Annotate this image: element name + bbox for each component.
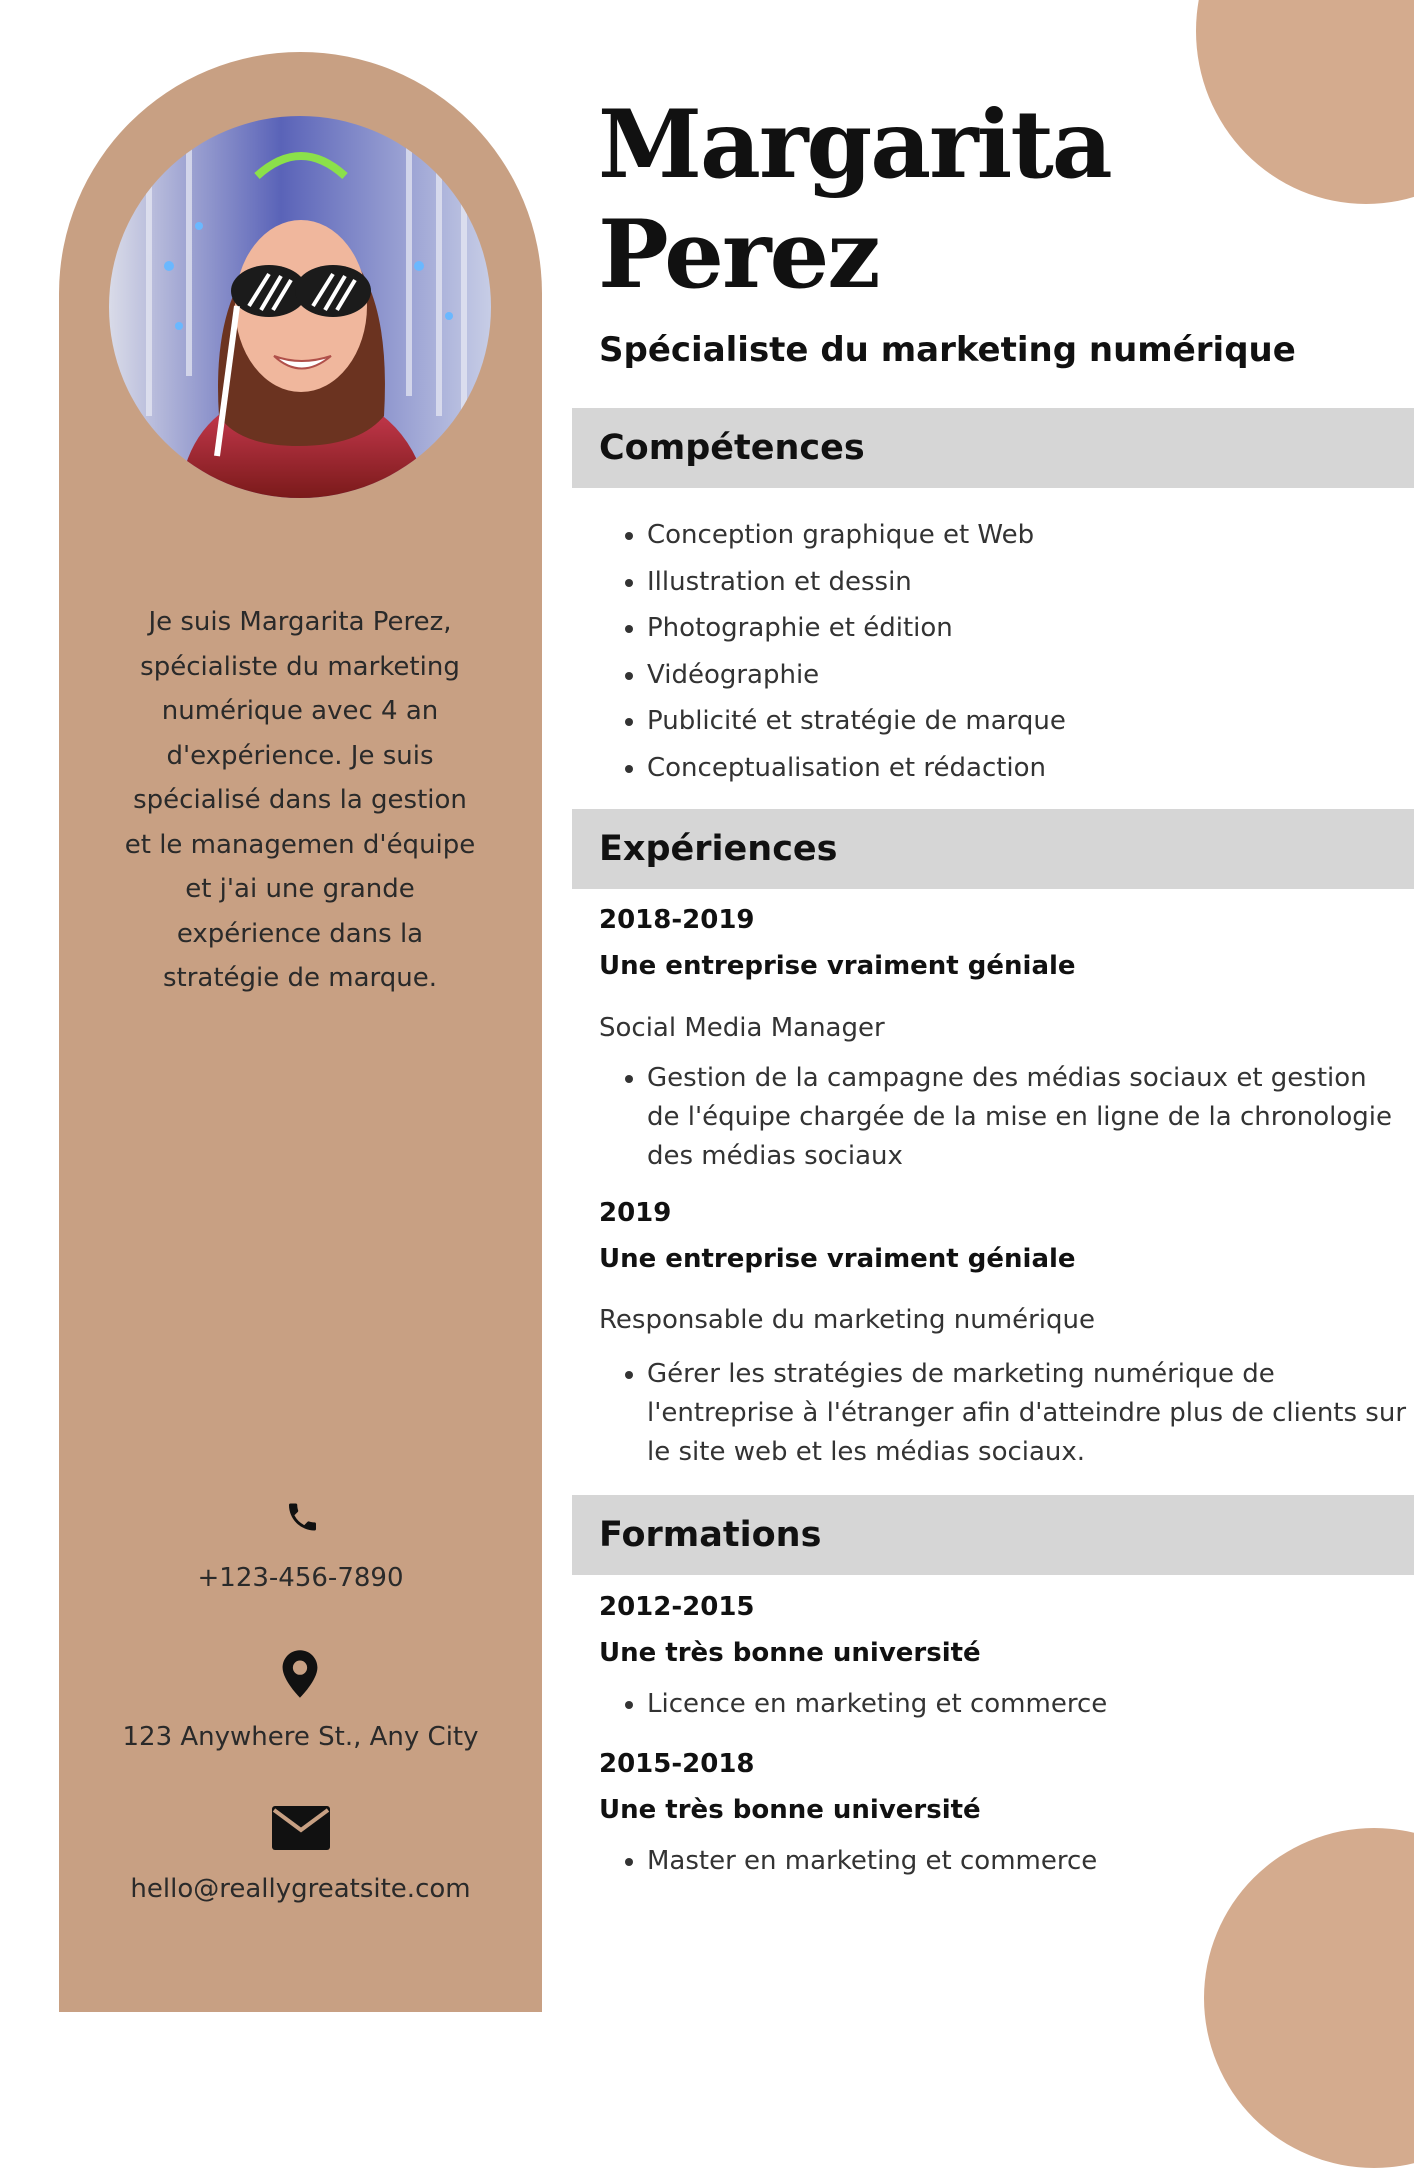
skill-item: • Photographie et édition — [647, 605, 1407, 652]
experience-description: • Gestion de la campagne des médias sociaux et gestion de l'équipe chargée de la mise en ligne de la chronologie des médias sociaux — [647, 1059, 1407, 1176]
section-title-skills: Compétences — [599, 428, 865, 468]
education-degree-list — [599, 1685, 1407, 1724]
about-text: Je suis Margarita Perez, spécialiste du marketing numérique avec 4 an d'expérience. Je suis spécialisé dans la gestion et le managemen d'équipe et j'ai une grande expérience dans la stratégie de marque. — [124, 607, 476, 993]
education-degree-list — [599, 1842, 1407, 1881]
experience-role: Social Media Manager — [599, 1013, 885, 1043]
contact-address: 123 Anywhere St., Any City — [122, 1722, 479, 1752]
education-institution: Une très bonne université — [599, 1638, 981, 1668]
location-pin-icon — [281, 1650, 319, 1698]
experience-description-list — [599, 1059, 1407, 1176]
experience-date: 2018-2019 — [599, 905, 755, 935]
education-date: 2012-2015 — [599, 1592, 755, 1622]
phone-icon — [283, 1494, 319, 1540]
section-header-experience — [572, 809, 1414, 889]
profile-photo-illustration — [109, 116, 491, 498]
experience-role: Responsable du marketing numérique — [599, 1305, 1095, 1335]
education-degree: • Licence en marketing et commerce — [647, 1685, 1407, 1724]
last-name: Perez — [598, 200, 879, 310]
section-title-experience: Expériences — [599, 829, 838, 869]
section-title-education: Formations — [599, 1515, 822, 1555]
section-header-education — [572, 1495, 1414, 1575]
skill-item: • Conception graphique et Web — [647, 512, 1407, 559]
candidate-name — [598, 90, 1111, 310]
skill-item: • Publicité et stratégie de marque — [647, 698, 1407, 745]
experience-description-list — [599, 1355, 1407, 1472]
decorative-circle-top-right — [1196, 0, 1414, 204]
contact-phone[interactable]: +123-456-7890 — [197, 1563, 404, 1593]
education-date: 2015-2018 — [599, 1749, 755, 1779]
section-header-skills — [572, 408, 1414, 488]
experience-organization: Une entreprise vraiment géniale — [599, 951, 1076, 981]
profile-photo — [109, 116, 491, 498]
experience-organization: Une entreprise vraiment géniale — [599, 1244, 1076, 1274]
job-title: Spécialiste du marketing numérique — [599, 330, 1296, 370]
experience-description: • Gérer les stratégies de marketing numérique de l'entreprise à l'étranger afin d'atteindre plus de clients sur le site web et les médias sociaux. — [647, 1355, 1407, 1472]
contact-email[interactable]: hello@reallygreatsite.com — [130, 1874, 471, 1904]
skills-list — [599, 512, 1407, 791]
experience-date: 2019 — [599, 1198, 672, 1228]
skill-item: • Vidéographie — [647, 652, 1407, 699]
skill-item: • Illustration et dessin — [647, 559, 1407, 606]
first-name: Margarita — [598, 90, 1111, 200]
education-degree: • Master en marketing et commerce — [647, 1842, 1407, 1881]
envelope-icon — [272, 1806, 330, 1850]
education-institution: Une très bonne université — [599, 1795, 981, 1825]
skill-item: • Conceptualisation et rédaction — [647, 745, 1407, 792]
